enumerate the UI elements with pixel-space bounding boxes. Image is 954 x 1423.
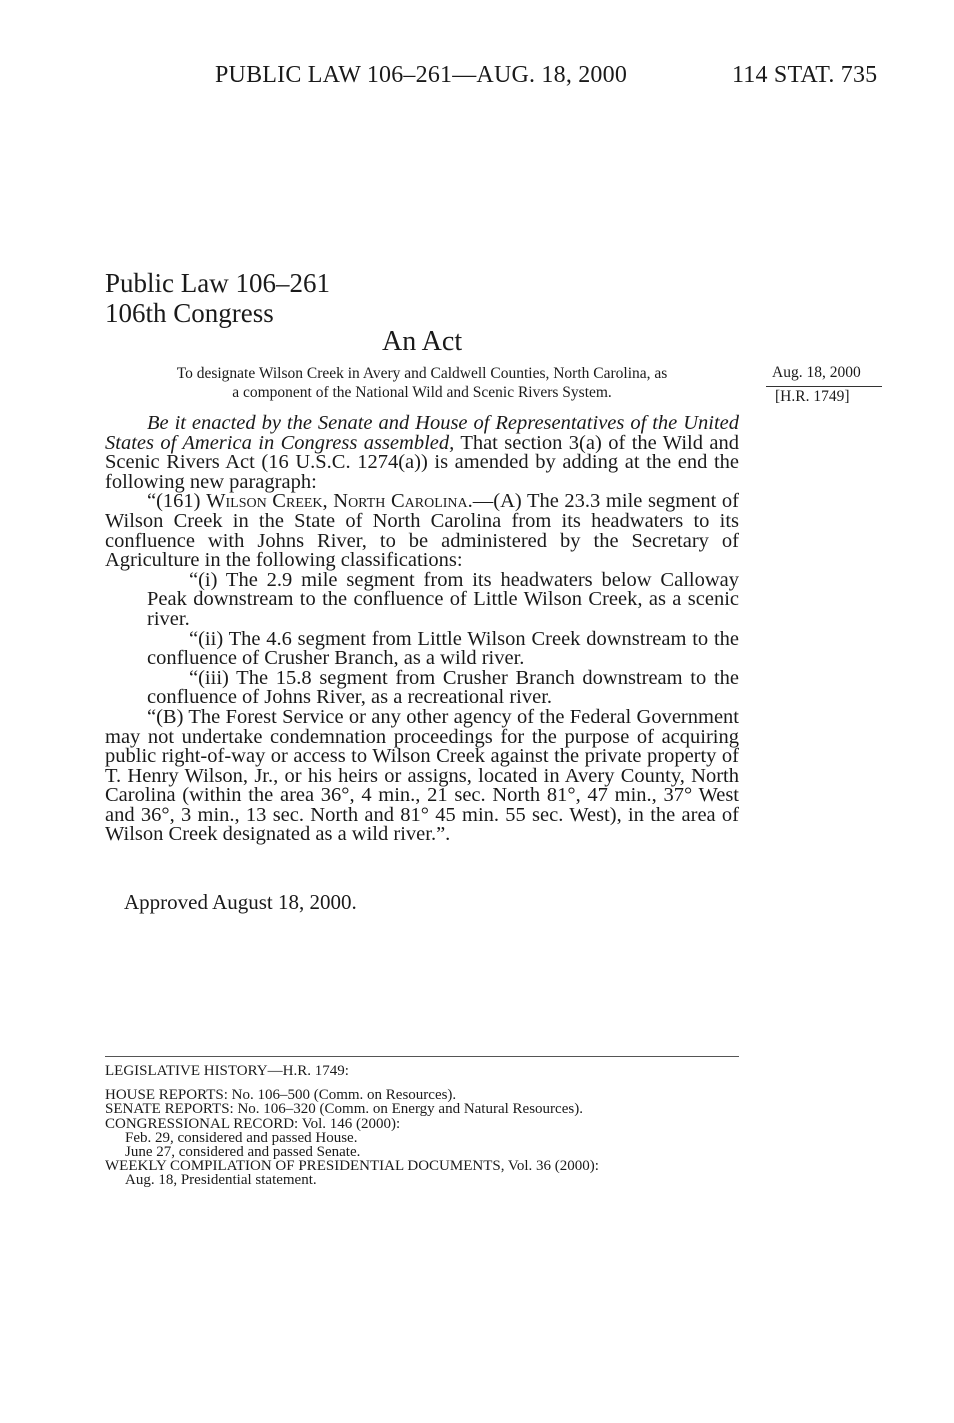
act-purpose xyxy=(105,364,739,402)
history-line: CONGRESSIONAL RECORD: Vol. 146 (2000): xyxy=(105,1115,401,1132)
act-title: An Act xyxy=(382,326,463,357)
margin-divider xyxy=(766,386,882,387)
clause-iii: “(iii) The 15.8 segment from Crusher Branch downstream to the confluence of Johns River, as a recreational river. xyxy=(147,666,739,709)
paragraph-161-name: Wilson Creek, North Carolina xyxy=(206,490,468,513)
public-law-number: Public Law 106–261 xyxy=(105,268,330,298)
history-line: HOUSE REPORTS: No. 106–500 (Comm. on Resources). xyxy=(105,1087,457,1104)
history-subline: Feb. 29, considered and passed House. xyxy=(125,1129,358,1146)
congress-label: 106th Congress xyxy=(105,298,274,328)
margin-bill-number: [H.R. 1749] xyxy=(775,388,850,405)
history-subline: June 27, considered and passed Senate. xyxy=(125,1144,361,1161)
running-head-citation: PUBLIC LAW 106–261—AUG. 18, 2000 xyxy=(215,62,628,88)
clause-i: “(i) The 2.9 mile segment from its headwaters below Calloway Peak downstream to the confluence of Little Wilson Creek, as a scenic river. xyxy=(147,568,739,630)
legislative-history xyxy=(105,1064,745,1188)
purpose-line-1: To designate Wilson Creek in Avery and Caldwell Counties, North Carolina, as xyxy=(176,365,668,382)
history-subline: Aug. 18, Presidential statement. xyxy=(125,1172,317,1189)
running-head-stat-page: 114 STAT. 735 xyxy=(732,62,878,88)
history-line: SENATE REPORTS: No. 106–320 (Comm. on Energy and Natural Resources). xyxy=(105,1101,583,1118)
margin-date: Aug. 18, 2000 xyxy=(772,364,861,381)
clause-ii: “(ii) The 4.6 segment from Little Wilson Creek downstream to the confluence of Crusher Branch, as a wild river. xyxy=(147,627,739,670)
legislative-history-heading: LEGISLATIVE HISTORY—H.R. 1749: xyxy=(105,1063,349,1079)
subparagraph-b: “(B) The Forest Service or any other agency of the Federal Government may not undertake condemnation proceedings for the purpose of acquiring public right-of-way or access to Wilson Creek against the private property of T. Henry Wilson, Jr., or his heirs or assigns, located in Avery County, North Carolina (within the area 36°, 4 min., 21 sec. North 81°, 47 min., 37° West and 36°, 3 min., 13 sec. North and 81° 45 min. 55 sec. West), in the area of Wilson Creek designated as a wild river.”. xyxy=(105,705,739,846)
paragraph-161-lead: “(161) xyxy=(147,490,207,513)
enacting-clause-italic: Be it enacted by the Senate and House of Representatives of the United States of America in Congress assembled, xyxy=(105,412,739,454)
purpose-line-2: a component of the National Wild and Scenic Rivers System. xyxy=(232,384,612,401)
enacting-clause xyxy=(105,414,739,492)
act-body xyxy=(105,414,739,845)
enacting-clause-text: That section 3(a) of the Wild and Scenic Rivers Act (16 U.S.C. 1274(a)) is amended by adding at the end the following new paragraph: xyxy=(105,431,739,493)
history-line: WEEKLY COMPILATION OF PRESIDENTIAL DOCUMENTS, Vol. 36 (2000): xyxy=(105,1158,599,1175)
legislative-history-divider xyxy=(105,1056,739,1057)
paragraph-161 xyxy=(105,492,739,570)
approval-date: Approved August 18, 2000. xyxy=(124,890,357,914)
paragraph-161-text: .—(A) The 23.3 mile segment of Wilson Creek in the State of North Carolina from its headwaters to its confluence with Johns River, to be administered by the Secretary of Agriculture in the following classifications: xyxy=(105,490,739,572)
